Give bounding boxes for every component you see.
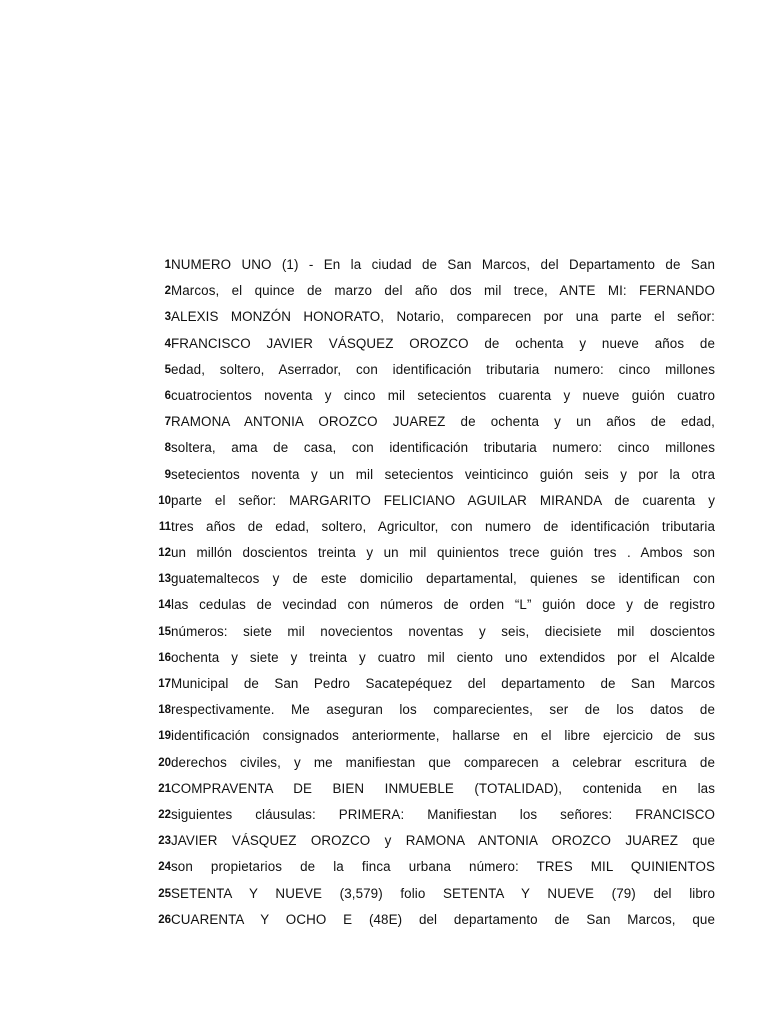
line-number: 16 xyxy=(158,651,171,664)
line-number: 24 xyxy=(158,861,171,874)
line-number: 14 xyxy=(158,599,171,612)
line-text: respectivamente. Me aseguran los comparecientes, ser de los datos de xyxy=(171,702,715,718)
document-line xyxy=(152,254,715,280)
line-text: parte el señor: MARGARITO FELICIANO AGUILAR MIRANDA de cuarenta y xyxy=(171,492,715,508)
line-text: JAVIER VÁSQUEZ OROZCO y RAMONA ANTONIA OROZCO JUAREZ que xyxy=(171,833,715,849)
line-text: las cedulas de vecindad con números de orden “L” guión doce y de registro xyxy=(171,597,715,613)
document-line xyxy=(152,804,715,830)
document-line xyxy=(152,411,715,437)
line-number: 1 xyxy=(164,259,171,271)
line-number: 21 xyxy=(158,782,171,795)
line-number: 19 xyxy=(158,730,171,743)
line-text: edad, soltero, Aserrador, con identificación tributaria numero: cinco millones xyxy=(171,361,715,377)
line-text: derechos civiles, y me manifiestan que comparecen a celebrar escritura de xyxy=(171,754,715,770)
line-text: guatemaltecos y de este domicilio departamental, quienes se identifican con xyxy=(171,571,715,587)
line-number: 5 xyxy=(164,363,171,376)
line-text: RAMONA ANTONIA OROZCO JUAREZ de ochenta y un años de edad, xyxy=(171,414,715,430)
document-line xyxy=(152,359,715,385)
line-number: 2 xyxy=(164,285,171,298)
line-text: números: siete mil novecientos noventas y seis, diecisiete mil doscientos xyxy=(171,623,715,639)
line-number: 26 xyxy=(158,913,171,926)
line-number: 12 xyxy=(158,547,171,560)
line-text: siguientes cláusulas: PRIMERA: Manifiestan los señores: FRANCISCO xyxy=(171,806,715,822)
document-line xyxy=(152,778,715,804)
line-text: SETENTA Y NUEVE (3,579) folio SETENTA Y NUEVE (79) del libro xyxy=(171,885,715,901)
line-number: 20 xyxy=(158,756,171,769)
line-text: identificación consignados anteriormente, hallarse en el libre ejercicio de sus xyxy=(171,728,715,744)
line-number: 15 xyxy=(158,625,171,638)
line-text: ALEXIS MONZÓN HONORATO, Notario, comparecen por una parte el señor: xyxy=(171,309,715,325)
document-line xyxy=(152,306,715,332)
document-line xyxy=(152,830,715,856)
document-line xyxy=(152,856,715,882)
document-line xyxy=(152,437,715,463)
document-line xyxy=(152,647,715,673)
line-text: Municipal de San Pedro Sacatepéquez del departamento de San Marcos xyxy=(171,676,715,691)
document-line xyxy=(152,752,715,778)
line-number: 8 xyxy=(164,442,171,455)
document-line xyxy=(152,699,715,725)
line-text: tres años de edad, soltero, Agricultor, con numero de identificación tributaria xyxy=(171,518,715,534)
document-line xyxy=(152,385,715,411)
line-number: 13 xyxy=(158,573,171,586)
line-text: un millón doscientos treinta y un mil quinientos trece guión tres . Ambos son xyxy=(171,545,715,561)
line-text: NUMERO UNO (1) - En la ciudad de San Marcos, del Departamento de San xyxy=(171,257,715,272)
document-line xyxy=(152,725,715,751)
document-line xyxy=(152,280,715,306)
line-number: 22 xyxy=(158,808,171,821)
line-number: 25 xyxy=(158,887,171,900)
document-line xyxy=(152,594,715,620)
document-body xyxy=(152,254,715,935)
line-text: COMPRAVENTA DE BIEN INMUEBLE (TOTALIDAD), contenida en las xyxy=(171,780,715,796)
line-number: 6 xyxy=(164,389,171,402)
line-number: 10 xyxy=(158,494,171,507)
line-number: 18 xyxy=(158,704,171,717)
document-line xyxy=(152,673,715,699)
line-text: CUARENTA Y OCHO E (48E) del departamento de San Marcos, que xyxy=(171,911,715,927)
document-line xyxy=(152,909,715,935)
line-number: 4 xyxy=(164,337,171,350)
document-line xyxy=(152,883,715,909)
document-line xyxy=(152,516,715,542)
document-line xyxy=(152,333,715,359)
document-line xyxy=(152,568,715,594)
line-number: 7 xyxy=(164,416,171,429)
line-number: 17 xyxy=(158,678,171,690)
line-number: 9 xyxy=(164,468,171,481)
line-number: 23 xyxy=(158,835,171,848)
line-text: ochenta y siete y treinta y cuatro mil ciento uno extendidos por el Alcalde xyxy=(171,649,715,665)
document-line xyxy=(152,464,715,490)
line-text: cuatrocientos noventa y cinco mil setecientos cuarenta y nueve guión cuatro xyxy=(171,387,715,403)
line-text: FRANCISCO JAVIER VÁSQUEZ OROZCO de ochenta y nueve años de xyxy=(171,335,715,351)
line-text: son propietarios de la finca urbana número: TRES MIL QUINIENTOS xyxy=(171,859,715,875)
document-line xyxy=(152,490,715,516)
line-number: 11 xyxy=(158,520,171,533)
document-line xyxy=(152,542,715,568)
line-text: soltera, ama de casa, con identificación tributaria numero: cinco millones xyxy=(171,440,715,456)
document-line xyxy=(152,621,715,647)
line-number: 3 xyxy=(164,311,171,324)
line-text: setecientos noventa y un mil setecientos veinticinco guión seis y por la otra xyxy=(171,466,715,482)
line-text: Marcos, el quince de marzo del año dos mil trece, ANTE MI: FERNANDO xyxy=(171,283,715,299)
